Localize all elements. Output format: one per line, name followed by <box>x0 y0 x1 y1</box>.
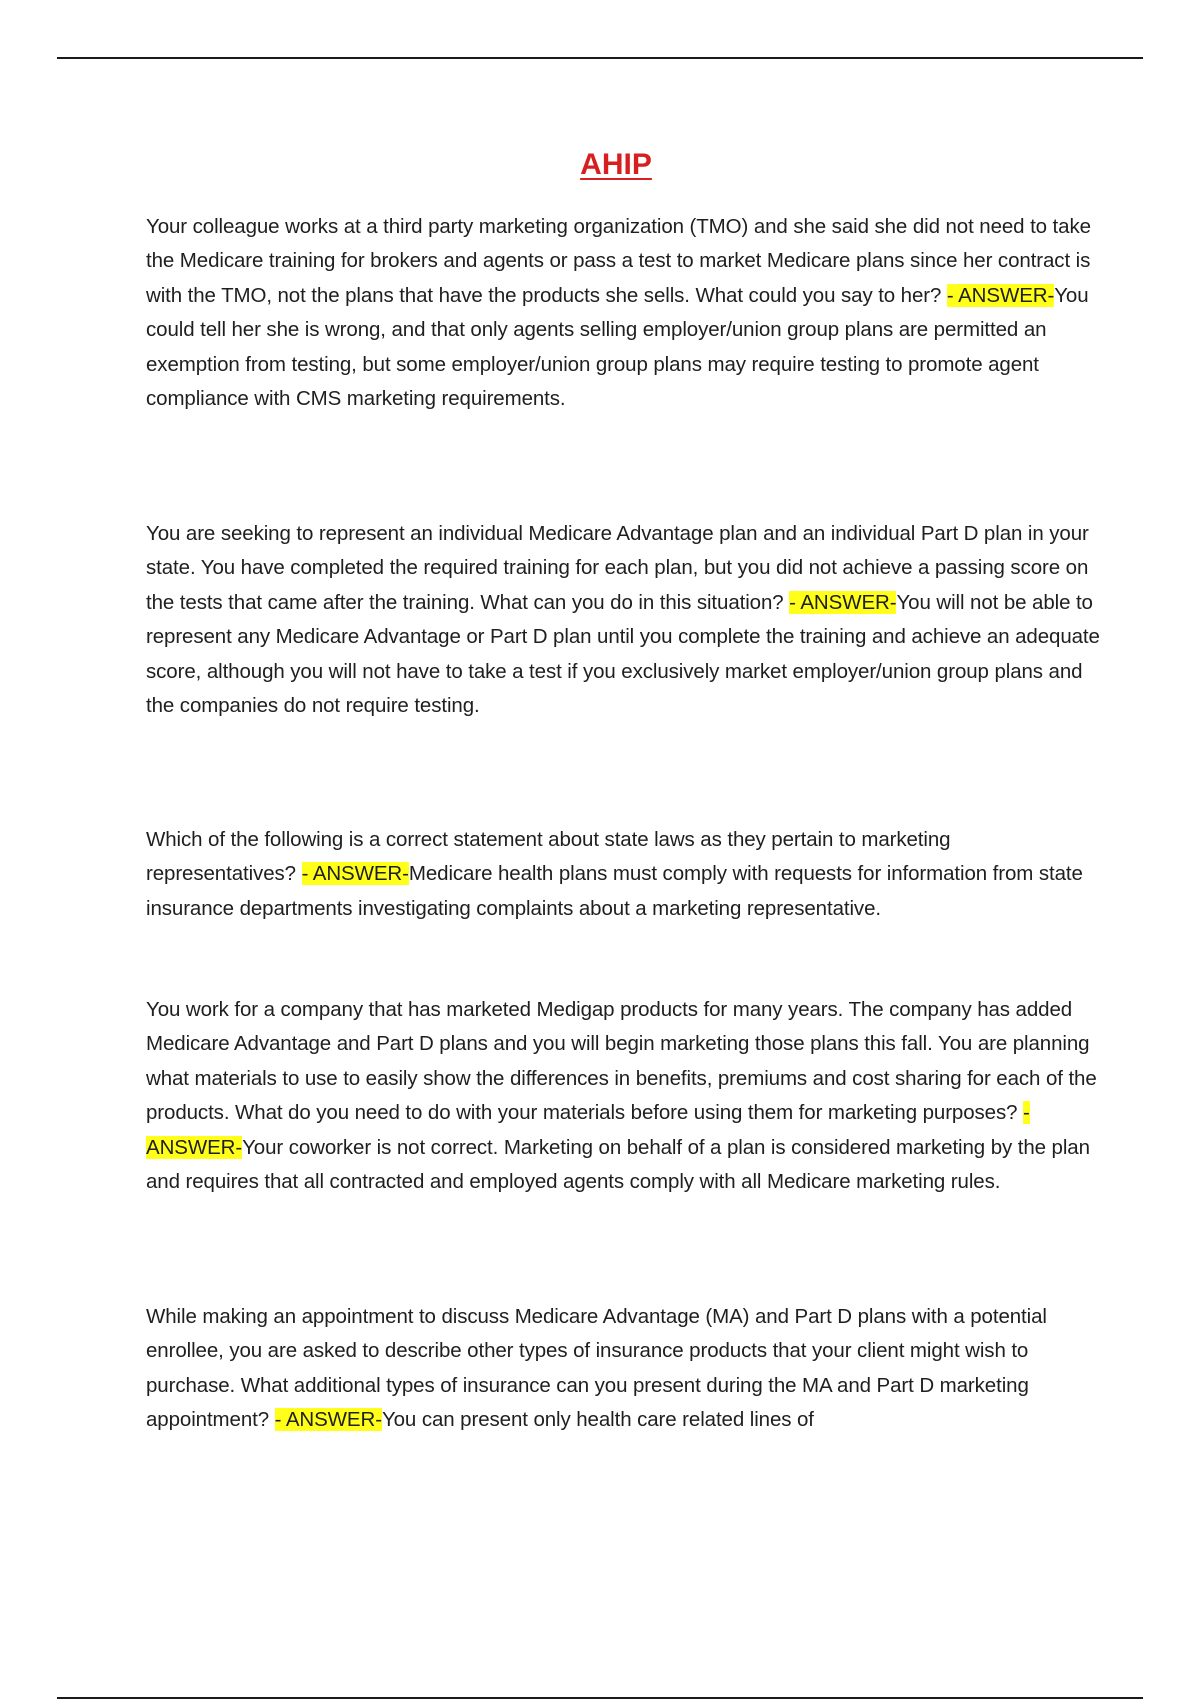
question-text: While making an appointment to discuss Medicare Advantage (MA) and Part D plans with a potential enrollee, you are asked to describe other types of insurance products that your client might wish to purchase. What additional types of insurance can you present during the MA and Part D marketing appointment? <box>146 1305 1047 1432</box>
qa-item <box>146 823 1106 926</box>
answer-marker: - ANSWER- <box>301 862 409 886</box>
qa-item <box>146 210 1106 416</box>
qa-item <box>146 993 1106 1199</box>
answer-marker: - ANSWER- <box>789 590 897 614</box>
answer-text: You can present only health care related lines of <box>381 1408 814 1432</box>
question-text: You work for a company that has marketed Medigap products for many years. The company has added Medicare Advantage and Part D plans and you will begin marketing those plans this fall. You are planning what materials to use to easily show the differences in benefits, premiums and cost sharing for each of the products. What do you need to do with your materials before using them for marketing purposes? <box>146 998 1097 1125</box>
question-text: Which of the following is a correct statement about state laws as they pertain to marketing representatives? <box>146 828 951 886</box>
answer-text: You could tell her she is wrong, and that only agents selling employer/union group plans are permitted an exemption from testing, but some employer/union group plans may require testing to promote agent compliance with CMS marketing requirements. <box>146 283 1089 411</box>
answer-marker: - ANSWER- <box>274 1408 382 1432</box>
bottom-rule <box>57 1697 1143 1699</box>
answer-text: You will not be able to represent any Medicare Advantage or Part D plan until you complete the training and achieve an adequate score, although you will not have to take a test if you exclusively market employer/union group plans and the companies do not require testing. <box>146 590 1100 718</box>
document-title: AHIP <box>580 148 652 181</box>
question-text: Your colleague works at a third party marketing organization (TMO) and she said she did not need to take the Medicare training for brokers and agents or pass a test to market Medicare plans since her contract is with the TMO, not the plans that have the products she sells. What could you say to her? <box>146 215 1091 307</box>
qa-item <box>146 517 1106 723</box>
top-rule <box>57 57 1143 59</box>
qa-item <box>146 1300 1106 1438</box>
answer-text: Your coworker is not correct. Marketing on behalf of a plan is considered marketing by the plan and requires that all contracted and employed agents comply with all Medicare marketing rules. <box>146 1135 1090 1194</box>
question-text: You are seeking to represent an individual Medicare Advantage plan and an individual Part D plan in your state. You have completed the required training for each plan, but you did not achieve a passing score on the tests that came after the training. What can you do in this situation? <box>146 522 1089 614</box>
answer-text: Medicare health plans must comply with requests for information from state insurance departments investigating complaints about a marketing representative. <box>146 862 1083 920</box>
answer-marker: - ANSWER- <box>146 1101 1030 1159</box>
answer-marker: - ANSWER- <box>946 283 1055 307</box>
